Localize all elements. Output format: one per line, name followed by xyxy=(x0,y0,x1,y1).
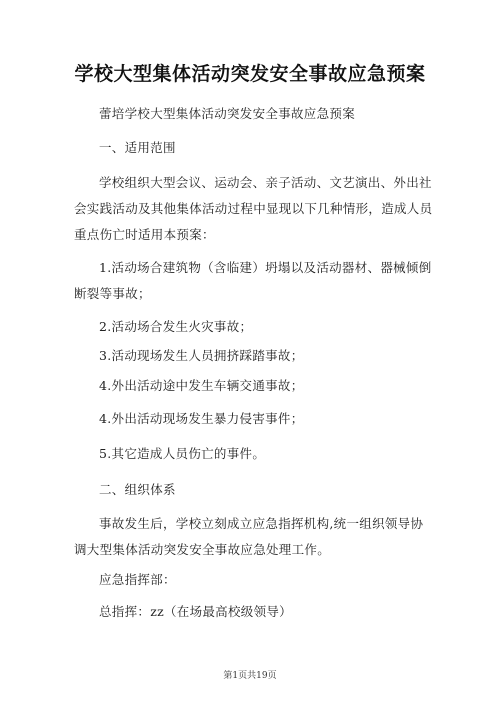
list-item: 4.外出活动途中发生车辆交通事故； xyxy=(99,378,304,393)
list-item: 1.活动场合建筑物（含临建）坍塌以及活动器材、器械倾倒断裂等事故； xyxy=(74,260,432,301)
command-label: 应急指挥部： xyxy=(99,572,176,587)
document-subtitle: 蕾培学校大型集体活动突发安全事故应急预案 xyxy=(99,106,356,121)
list-item: 2.活动场合发生火灾事故； xyxy=(99,319,253,334)
commander-line: 总指挥：zz（在场最高校级领导） xyxy=(99,604,292,619)
scope-intro-paragraph: 学校组织大型会议、运动会、亲子活动、文艺演出、外出社会实践活动及其他集体活动过程中显现以下几种情形，造成人员重点伤亡时适用本预案： xyxy=(74,175,433,242)
list-item: 3.活动现场发生人员拥挤踩踏事故； xyxy=(99,348,304,363)
section-heading-scope: 一、适用范围 xyxy=(99,140,176,155)
list-item: 5.其它造成人员伤亡的事件。 xyxy=(99,446,266,461)
page-indicator: 第1页共19页 xyxy=(223,671,277,681)
organization-paragraph: 事故发生后，学校立刻成立应急指挥机构,统一组织领导协调大型集体活动突发安全事故应急处理工作。 xyxy=(74,516,424,557)
list-item: 4.外出活动现场发生暴力侵害事件； xyxy=(99,411,304,426)
section-heading-organization: 二、组织体系 xyxy=(99,482,176,497)
document-title: 学校大型集体活动突发安全事故应急预案 xyxy=(74,63,426,85)
